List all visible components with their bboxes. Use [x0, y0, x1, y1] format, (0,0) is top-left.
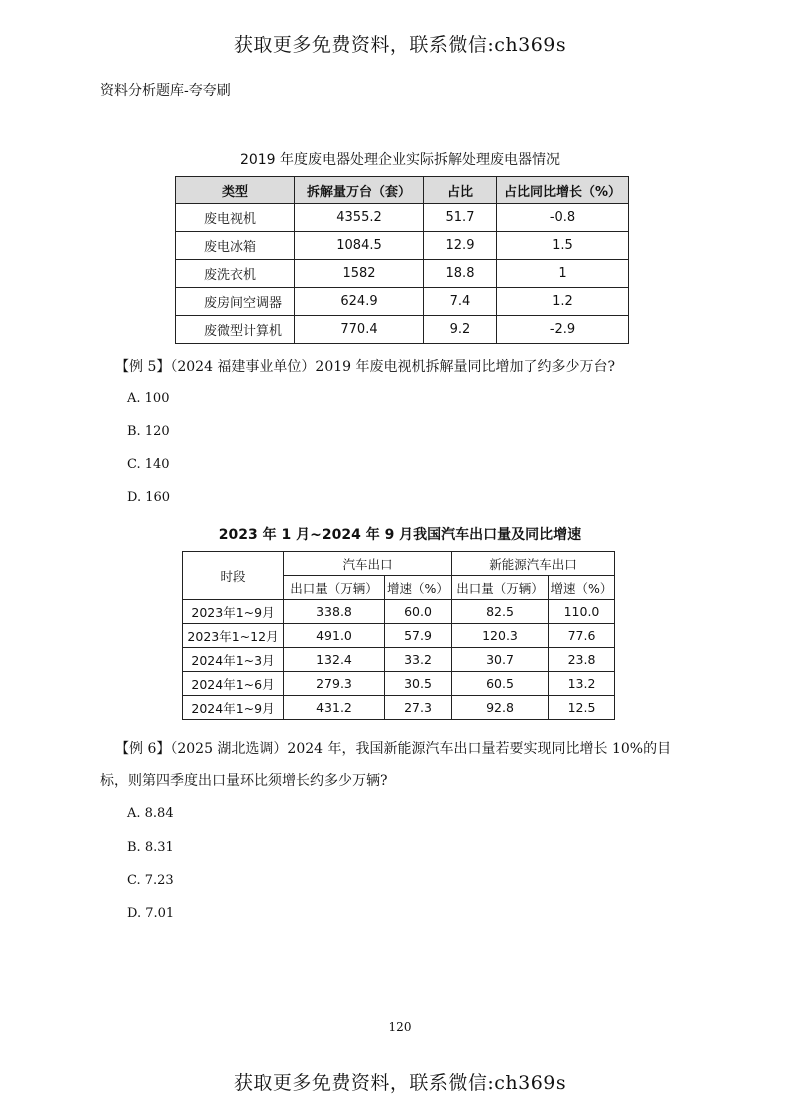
table2-cell: 92.8 [452, 696, 549, 720]
q6-option-c: C. 7.23 [127, 873, 174, 888]
table2-row [183, 624, 615, 648]
page-header: 资料分析题库-夸夸刷 [100, 83, 231, 99]
q6-option-b: B. 8.31 [127, 840, 174, 855]
table2-cell: 30.7 [452, 648, 549, 672]
question-5: 【例 5】（2024 福建事业单位）2019 年废电视机拆解量同比增加了约多少万台? [115, 359, 616, 375]
table2-cell: 82.5 [452, 600, 549, 624]
table1-row [176, 204, 629, 232]
table2-cell: 2024年1~3月 [183, 648, 284, 672]
table2-cell: 110.0 [549, 600, 615, 624]
table1-cell: 废微型计算机 [176, 316, 295, 344]
table1-cell: 废电冰箱 [176, 232, 295, 260]
table1-cell: -0.8 [497, 204, 629, 232]
question-6-line2: 标，则第四季度出口量环比须增长约多少万辆? [100, 773, 388, 789]
table1-cell: 9.2 [424, 316, 497, 344]
table1-cell: 7.4 [424, 288, 497, 316]
table2-cell: 57.9 [385, 624, 452, 648]
table2-cell: 27.3 [385, 696, 452, 720]
q5-option-d: D. 160 [127, 490, 171, 505]
table1-row [176, 316, 629, 344]
q5-option-c: C. 140 [127, 457, 170, 472]
table1-cell: 废电视机 [176, 204, 295, 232]
table2-row [183, 672, 615, 696]
q5-option-b: B. 120 [127, 424, 170, 439]
table1-header: 拆解量万台（套） [295, 177, 424, 204]
table1-row [176, 288, 629, 316]
table1-header-row [176, 177, 629, 204]
table2-subheader: 增速（%） [385, 576, 452, 600]
banner-bottom: 获取更多免费资料，联系微信:ch369s [233, 1072, 567, 1094]
table2-cell: 338.8 [284, 600, 385, 624]
table1-cell: -2.9 [497, 316, 629, 344]
table2-cell: 60.5 [452, 672, 549, 696]
table2-cell: 60.0 [385, 600, 452, 624]
banner-top: 获取更多免费资料，联系微信:ch369s [233, 34, 567, 56]
table2-header-period: 时段 [183, 552, 284, 600]
table2-title: 2023 年 1 月~2024 年 9 月我国汽车出口量及同比增速 [218, 527, 582, 543]
table1-title: 2019 年度废电器处理企业实际拆解处理废电器情况 [239, 152, 561, 168]
table1-cell: 770.4 [295, 316, 424, 344]
table2-cell: 120.3 [452, 624, 549, 648]
table2 [182, 551, 615, 720]
table1-cell: 1084.5 [295, 232, 424, 260]
table2-cell: 2024年1~6月 [183, 672, 284, 696]
table1-cell: 624.9 [295, 288, 424, 316]
table2-header-row [183, 552, 615, 576]
table2-row [183, 696, 615, 720]
table2-cell: 491.0 [284, 624, 385, 648]
table2-cell: 279.3 [284, 672, 385, 696]
table1-header: 类型 [176, 177, 295, 204]
page-number: 120 [388, 1020, 412, 1034]
table1-cell: 1582 [295, 260, 424, 288]
table2-subheader: 出口量（万辆） [284, 576, 385, 600]
table1-header: 占比 [424, 177, 497, 204]
table1-cell: 18.8 [424, 260, 497, 288]
table1-cell: 4355.2 [295, 204, 424, 232]
table2-cell: 77.6 [549, 624, 615, 648]
table1-cell: 1.5 [497, 232, 629, 260]
table2-cell: 2024年1~9月 [183, 696, 284, 720]
table2-cell: 23.8 [549, 648, 615, 672]
table1-row [176, 260, 629, 288]
table1-header: 占比同比增长（%） [497, 177, 629, 204]
question-6-line1: 【例 6】（2025 湖北选调）2024 年，我国新能源汽车出口量若要实现同比增长 10%的目 [115, 741, 672, 757]
table2-cell: 30.5 [385, 672, 452, 696]
table2-subheader: 增速（%） [549, 576, 615, 600]
table2-row [183, 648, 615, 672]
table2-cell: 2023年1~9月 [183, 600, 284, 624]
table2-cell: 431.2 [284, 696, 385, 720]
table2-header-group2: 新能源汽车出口 [452, 552, 615, 576]
table2-header-group1: 汽车出口 [284, 552, 452, 576]
table2-cell: 2023年1~12月 [183, 624, 284, 648]
q6-option-d: D. 7.01 [127, 906, 175, 921]
table1-cell: 废房间空调器 [176, 288, 295, 316]
table2-cell: 12.5 [549, 696, 615, 720]
table2-cell: 132.4 [284, 648, 385, 672]
table1-row [176, 232, 629, 260]
table2-cell: 33.2 [385, 648, 452, 672]
table1-cell: 废洗衣机 [176, 260, 295, 288]
table1 [175, 176, 629, 344]
table1-cell: 51.7 [424, 204, 497, 232]
table1-cell: 1.2 [497, 288, 629, 316]
q5-option-a: A. 100 [127, 391, 170, 406]
table2-cell: 13.2 [549, 672, 615, 696]
table2-row [183, 600, 615, 624]
table1-cell: 12.9 [424, 232, 497, 260]
q6-option-a: A. 8.84 [127, 806, 174, 821]
table2-subheader: 出口量（万辆） [452, 576, 549, 600]
table1-cell: 1 [497, 260, 629, 288]
